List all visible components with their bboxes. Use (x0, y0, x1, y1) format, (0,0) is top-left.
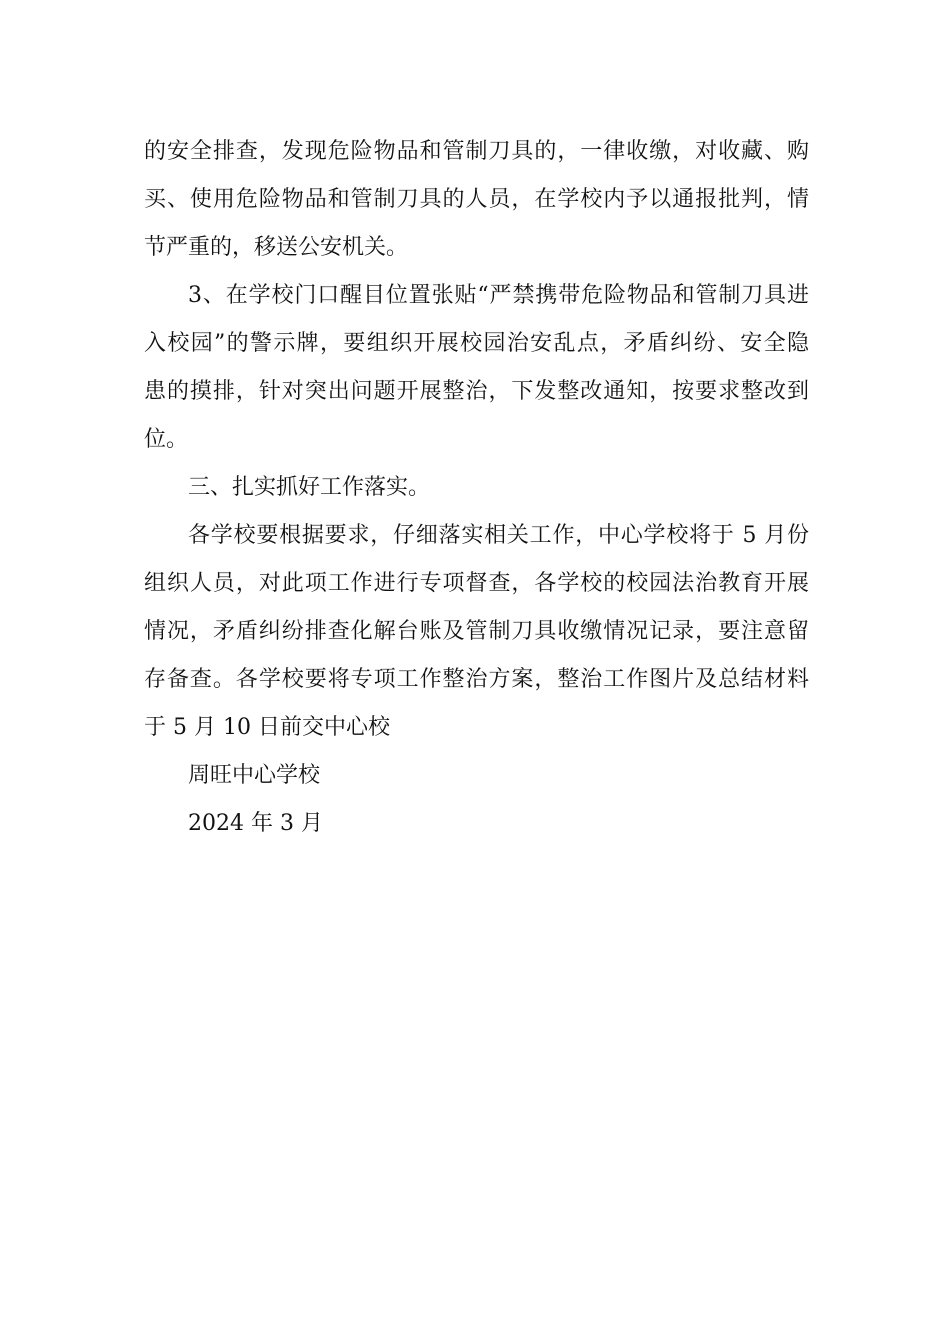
text-line: 组织人员，对此项工作进行专项督查，各学校的校园法治教育开展 (144, 571, 809, 596)
text-line: 各学校要根据要求，仔细落实相关工作，中心学校将于 5 月份 (188, 523, 809, 548)
paragraph-implementation (144, 512, 809, 752)
signature-date: 2024 年 3 月 (188, 811, 323, 836)
text-line: 位。 (144, 427, 189, 452)
document-body (144, 128, 809, 848)
paragraph-warning-sign (144, 272, 809, 464)
text-line: 3、在学校门口醒目位置张贴“严禁携带危险物品和管制刀具进 (188, 283, 809, 308)
section-heading: 三、扎实抓好工作落实。 (188, 475, 431, 500)
signature-organization: 周旺中心学校 (188, 763, 321, 788)
paragraph-safety-inspection (144, 128, 809, 272)
text-line: 患的摸排，针对突出问题开展整治，下发整改通知，按要求整改到 (144, 379, 809, 404)
text-line: 节严重的，移送公安机关。 (144, 235, 409, 260)
text-line: 于 5 月 10 日前交中心校 (144, 715, 390, 740)
text-line: 的安全排查，发现危险物品和管制刀具的，一律收缴，对收藏、购 (144, 139, 809, 164)
text-line: 入校园”的警示牌，要组织开展校园治安乱点，矛盾纠纷、安全隐 (144, 331, 809, 356)
text-line: 买、使用危险物品和管制刀具的人员，在学校内予以通报批判，情 (144, 187, 809, 212)
text-line: 存备查。各学校要将专项工作整治方案，整治工作图片及总结材料 (144, 667, 809, 692)
text-line: 情况，矛盾纠纷排查化解台账及管制刀具收缴情况记录，要注意留 (144, 619, 809, 644)
